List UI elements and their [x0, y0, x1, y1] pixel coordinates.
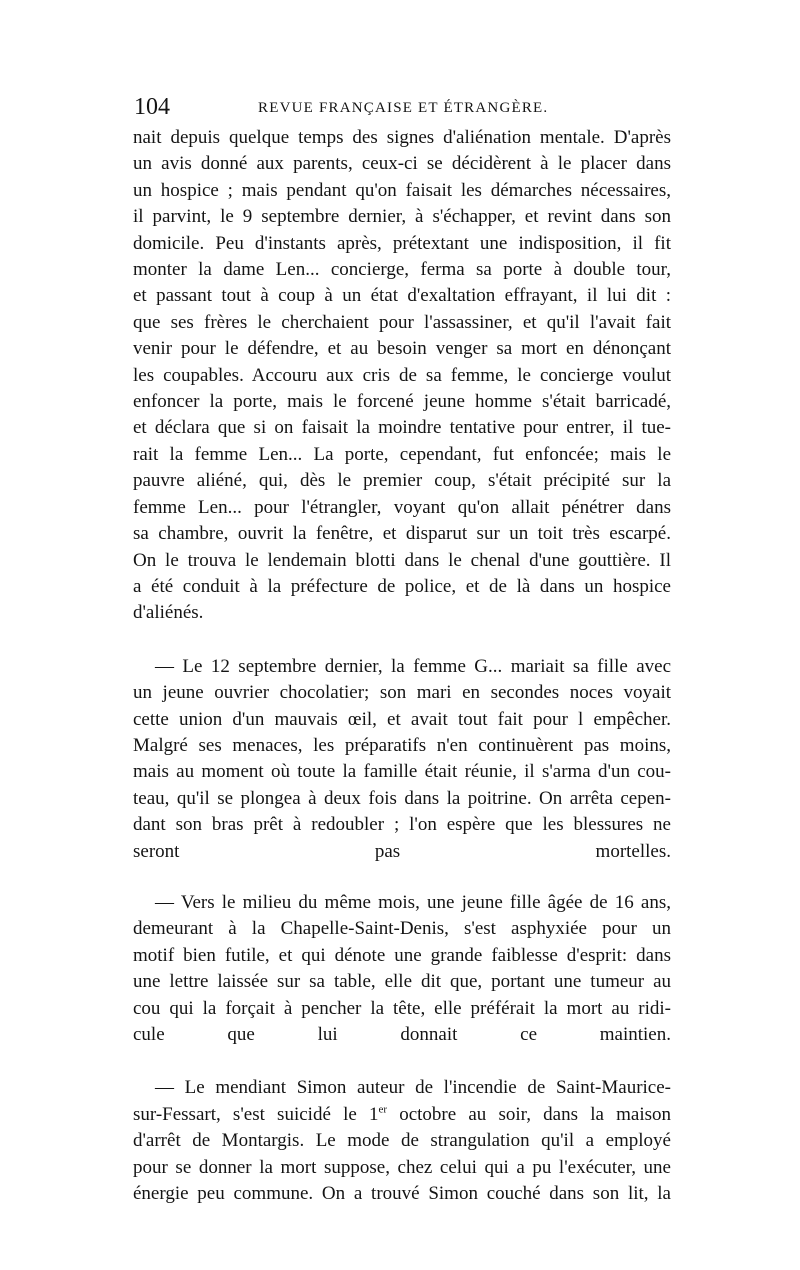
text-line-last: seront pas mortelles. — [133, 840, 671, 862]
text-line-last: d'aliénés. — [133, 602, 204, 624]
page-number: 104 — [134, 94, 170, 120]
text-line: — Le mendiant Simon auteur de l'incendie de Saint-Maurice- — [155, 1077, 671, 1099]
paragraph-mendiant — [133, 1075, 671, 1207]
text-line: monter la dame Len... concierge, ferma sa porte à double tour, — [133, 259, 671, 281]
text-line: les coupables. Accouru aux cris de sa femme, le concierge voulut — [133, 364, 671, 386]
text-line: — Vers le milieu du même mois, une jeune fille âgée de 16 ans, — [155, 891, 671, 913]
text-line: un jeune ouvrier chocolatier; son mari en secondes noces voyait — [133, 682, 671, 704]
text-line: d'arrêt de Montargis. Le mode de strangulation qu'il a employé — [133, 1130, 671, 1152]
running-head — [134, 92, 670, 122]
text-line: teau, qu'il se plongea à deux fois dans la poitrine. On arrêta cepen- — [133, 787, 671, 809]
text-line: cette union d'un mauvais œil, et avait tout fait pour l empêcher. — [133, 708, 671, 730]
text-line: rait la femme Len... La porte, cependant, fut enfoncée; mais le — [133, 443, 671, 465]
text-line: une lettre laissée sur sa table, elle dit que, portant une tumeur au — [133, 971, 671, 993]
text-line: un hospice ; mais pendant qu'on faisait les démarches nécessaires, — [133, 179, 671, 201]
running-title: REVUE FRANÇAISE ET ÉTRANGÈRE. — [258, 100, 549, 116]
text-line-last: cule que lui donnait ce maintien. — [133, 1024, 671, 1045]
text-line: cou qui la forçait à pencher la tête, elle préférait la mort au ridi- — [133, 997, 671, 1019]
text-segment: sur-Fessart, s'est suicidé le 1 — [133, 1103, 379, 1125]
text-line: Malgré ses menaces, les préparatifs n'en continuèrent pas moins, — [133, 734, 671, 756]
text-line: un avis donné aux parents, ceux-ci se décidèrent à le placer dans — [133, 153, 671, 175]
text-segment: octobre au soir, dans la maison — [387, 1103, 671, 1125]
text-line-with-superscript — [133, 1102, 671, 1128]
ordinal-superscript: er — [378, 1103, 388, 1116]
text-line: venir pour le défendre, et au besoin venger sa mort en dénonçant — [133, 338, 671, 360]
text-line: dant son bras prêt à redoubler ; l'on espère que les blessures ne — [133, 814, 671, 836]
paragraph-mariage — [133, 654, 671, 865]
text-line: enfoncer la porte, mais le forcené jeune homme s'était barricadé, — [133, 391, 671, 413]
paragraph-asphyxie — [133, 890, 671, 1048]
paragraph-aliene — [133, 125, 671, 627]
text-line: et déclara que si on faisait la moindre tentative pour entrer, il tue- — [133, 417, 671, 439]
text-line: femme Len... pour l'étrangler, voyant qu'on allait pénétrer dans — [133, 496, 671, 518]
text-line: motif bien futile, et qui dénote une grande faiblesse d'esprit: dans — [133, 944, 671, 966]
text-line: énergie peu commune. On a trouvé Simon couché dans son lit, la — [133, 1183, 671, 1205]
text-line: mais au moment où toute la famille était réunie, il s'arma d'un cou- — [133, 761, 671, 783]
text-line: sa chambre, ouvrit la fenêtre, et disparut sur un toit très escarpé. — [133, 523, 671, 545]
text-line: — Le 12 septembre dernier, la femme G... mariait sa fille avec — [155, 655, 671, 677]
text-line: domicile. Peu d'instants après, prétextant une indisposition, il fit — [133, 232, 671, 254]
text-line: pour se donner la mort suppose, chez celui qui a pu l'exécuter, une — [133, 1156, 671, 1178]
text-line: On le trouva le lendemain blotti dans le chenal d'une gouttière. Il — [133, 549, 671, 571]
body-text — [133, 125, 671, 1207]
text-line: que ses frères le cherchaient pour l'assassiner, et qu'il l'avait fait — [133, 311, 671, 333]
text-line: pauvre aliéné, qui, dès le premier coup, s'était précipité sur la — [133, 470, 671, 492]
text-line: demeurant à la Chapelle-Saint-Denis, s'est asphyxiée pour un — [133, 918, 671, 940]
text-line: a été conduit à la préfecture de police, et de là dans un hospice — [133, 575, 671, 597]
text-line: il parvint, le 9 septembre dernier, à s'échapper, et revint dans son — [133, 206, 671, 228]
text-line: nait depuis quelque temps des signes d'aliénation mentale. D'après — [133, 127, 671, 148]
text-line: et passant tout à coup à un état d'exaltation effrayant, il lui dit : — [133, 285, 671, 307]
